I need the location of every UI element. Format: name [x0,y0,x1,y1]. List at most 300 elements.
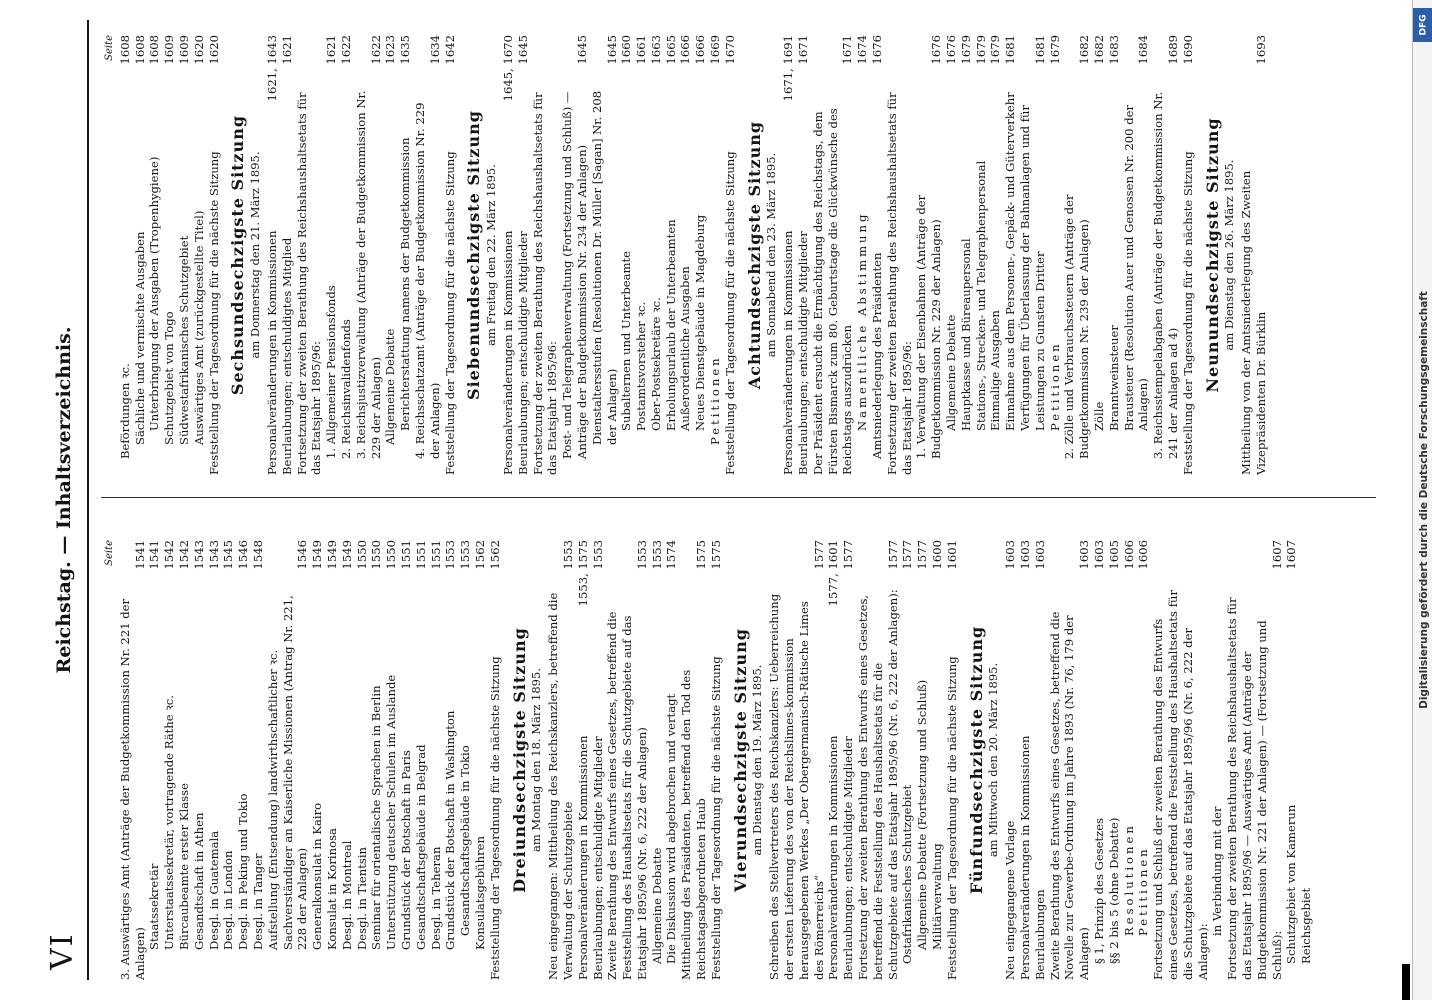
entry-text: Feststellung der Tagesordnung für die nächste Sitzung [442,151,457,475]
toc-entry [384,540,399,980]
entry-text: 3. Reichsstempelabgaben (Anträge der Budgetkommission Nr. 241 der Anlagen ad 4) [1151,91,1180,459]
toc-entry [488,540,503,980]
page-ref: 1689 [1165,35,1180,65]
page-ref: 1574 [664,540,679,570]
toc-entry [1003,35,1018,475]
toc-entry [576,540,591,980]
page-ref: 1577 [811,540,826,570]
toc-entry [414,540,429,980]
page-ref: 1553 [443,540,458,570]
session-date: am Dienstag den 26. März 1895. [1222,159,1237,351]
toc-entry [974,35,989,475]
entry-text: Neu eingegangene Vorlage [1003,820,1018,980]
entry-list [546,540,724,980]
page-ref: 1550 [384,540,399,570]
right-column [103,35,1269,475]
toc-entry [1151,540,1210,980]
toc-entry [930,540,945,980]
toc-entry [501,35,516,475]
toc-entry [1092,540,1107,980]
page-ref: 1681 [1032,35,1047,65]
toc-entry [251,540,266,980]
page-ref: 1670 [722,35,737,65]
toc-entry [398,35,413,475]
toc-entry [650,540,665,980]
entry-text: Stations-, Strecken- und Telegraphenpersonal [973,160,988,431]
toc-entry [811,35,855,475]
toc-entry [207,35,222,475]
page-ref: 1634 [427,35,442,65]
page-ref: 1603 [1032,540,1047,570]
entry-text: Allgemeine Debatte (Fortsetzung und Schluß) [915,679,930,950]
page-ref: 1605 [1106,540,1121,570]
page-ref: 1603 [1003,540,1018,570]
entry-list [1003,540,1314,980]
toc-entry [856,540,900,980]
toc-entry [413,35,443,475]
entry-text: Zweite Berathung des Entwurfs eines Gesetzes, betreffend die Novelle zur Gewerbe-Ordnung im Jahre 1893 (Nr. 76, 179 der Anlagen) [1047,611,1092,980]
toc-entry [708,35,723,475]
toc-entry [133,35,148,475]
session-title: Neunundsechzigste Sitzung [1202,117,1222,393]
toc-entry [443,35,458,475]
session-date: am Montag den 18. März 1895. [529,668,544,852]
entry-text: Personalveränderungen in Kommissionen [500,230,515,475]
entry-text: Unterstaatssekretär, vortragende Räthe ꝛc. [162,695,177,950]
entry-text: Feststellung der Tagesordnung für die nächste Sitzung [206,151,221,475]
session-heading [228,35,263,475]
page-ref: 1608 [147,35,162,65]
page-ref: 1666 [693,35,708,65]
entry-text: § 1, Prinzip des Gesetzes [1092,817,1106,964]
toc-entry [1003,540,1018,980]
toc-entry [516,35,531,475]
toc-entry [1239,35,1269,475]
entry-text: Mittheilung von der Amtsniederlegung des Zweiten Vizepräsidenten Dr. Bürklin [1239,170,1268,475]
entry-text: Gesandtschaftsgebäude in Belgrad [413,744,428,950]
toc-entry [693,35,708,475]
toc-entry [546,540,576,980]
page-ref: 1548 [250,540,265,570]
entry-text: Fortsetzung der zweiten Berathung des Reichshaushaltsetats für das Etatsjahr 1895/96 — Auswärtiges Amt (Anträge der Budgetkommission Nr. 221 der Anlagen) — (Fortsetzung und Schluß): [1225,597,1284,980]
page-ref: 1609 [162,35,177,65]
page-ref: 1575 [708,540,723,570]
page-ref: 1645 [515,35,530,65]
page-ref: 1542 [176,540,191,570]
page-ref: 1645 [604,35,619,65]
page-ref: 1603 [1077,540,1092,570]
entry-text: Unterstützung deutscher Schulen im Auslande [384,674,399,950]
entry-text: Der Präsident ersucht die Ermächtigung des Reichstags, dem Fürsten Bismarck zum 80. Geburtstage die Glückwünsche des Reichstags auszudrücken [810,108,855,475]
entry-text: Schreiben des Stellvertreters des Reichskanzlers: Ueberreichung der ersten Lieferung des von der Reichslimes-kommission herausgegebenen Werkes „Der Obergermanisch-Rätische Limes des Römerreichs“ [767,593,826,980]
page-ref: 1671, 1691 [781,35,796,102]
page-ref: 1549 [324,540,339,570]
toc-entry [310,540,325,980]
entry-list [767,540,959,980]
page-ref: 1671 [840,35,855,65]
toc-entry [1062,35,1092,475]
entry-text: Desgl. in Montreal [339,840,354,950]
page-ref: 1665 [663,35,678,65]
page-ref: 1682 [1092,35,1106,65]
entry-text: Feststellung der Tagesordnung für die nächste Sitzung [708,656,723,980]
toc-entry [1122,35,1152,475]
page-ref: 1681 [1003,35,1018,65]
entry-text: Südwestafrikanisches Schutzgebiet [176,235,191,445]
toc-entry [988,35,1003,475]
dfg-logo-text: DFG [1418,14,1429,36]
entry-text: Fortsetzung der zweiten Berathung des Reichshaushaltsetats für das Etatsjahr 1895/96: [884,92,914,475]
entry-text: Fortsetzung und Schluß der zweiten Berathung des Entwurfs eines Gesetzes, betreffend die Feststellung des Haushaltsetats für die Schutzgebiete auf das Etatsjahr 1895/96 (Nr. 6, 222 der Anlagen): [1151,590,1210,980]
session-heading [744,35,780,475]
entry-text: Personalveränderungen in Kommissionen [1018,735,1033,980]
toc-entry [162,540,177,980]
toc-entry [679,540,709,980]
toc-entry [1048,35,1063,475]
toc-entry [605,540,649,980]
entry-text: Desgl. in Peking und Tokio [236,793,251,950]
entry-text: Ober-Postsekretäre ꝛc. [648,297,663,431]
page-ref: 1601 [944,540,959,570]
entry-text: Beurlaubungen; entschuldigtes Mitglied [279,237,294,475]
toc-entry [147,35,162,475]
entry-text: Konsulat in Korinosa [324,828,339,950]
page-ref: 1606 [1121,540,1136,570]
running-header [41,20,89,980]
session-date: am Mittwoch den 20. März 1895. [986,662,1001,858]
entry-text: Beurlaubungen; entschuldigte Mitglieder [515,231,530,475]
toc-entry [841,540,856,980]
entry-text: Beurlaubungen [1032,889,1047,980]
scan-edge-mark [1402,964,1410,1000]
page-ref: 1621, 1643 [264,35,279,102]
entry-text: 4. Reichsschatzamt (Anträge der Budgetkommission Nr. 229 der Anlagen) [412,102,442,459]
entry-text: Personalveränderungen in Kommissionen [264,230,279,475]
entry-list [1239,35,1269,475]
entry-text: Befördungen ꝛc. [117,363,132,459]
toc-entry [207,540,222,980]
entry-text: Personalveränderungen in Kommissionen [575,735,590,980]
page-ref: 1608 [117,35,132,65]
page-ref: 1635 [398,35,413,65]
seite-label: Seite [104,540,115,566]
toc-entry [221,540,236,980]
toc-entry [339,35,354,475]
page-ref: 1607 [1269,540,1284,570]
toc-entry [1018,35,1048,475]
entry-text: in Verbindung mit der [1210,806,1225,936]
page-ref: 1551 [413,540,428,570]
page-ref: 1546 [295,540,310,570]
page-ref: 1676 [929,35,944,65]
entry-list [118,35,222,475]
page-ref: 1683 [1106,35,1121,65]
entry-text: Feststellung der Tagesordnung für die nächste Sitzung [722,151,737,475]
toc-entry [429,540,444,980]
toc-entry [723,35,738,475]
toc-entry [355,540,370,980]
entry-text: Feststellung der Tagesordnung für die nächste Sitzung [1180,151,1195,475]
entry-text: Grundstück der Botschaft in Paris [398,750,413,950]
page-ref: 1562 [487,540,502,570]
entry-text: Petitionen [1047,341,1062,431]
toc-entry [944,35,959,475]
toc-entry [781,35,796,475]
page-ref: 1553, 1575 [575,540,590,607]
page-ref: 1679 [1047,35,1062,65]
session-date: am Sonnabend den 23. März 1895. [764,152,779,358]
entry-text: 1. Allgemeiner Pensionsfonds [324,285,339,459]
page-ref: 1577 [885,540,900,570]
toc-entry [664,35,679,475]
entry-text: Berichterstattung namens der Budgetkommission [398,137,413,431]
entry-text: Konsulatsgebühren [472,836,487,950]
toc-entry [915,540,930,980]
toc-entry [591,540,606,980]
entry-list [501,35,738,475]
toc-entry [325,540,340,980]
entry-text: Hauptkasse und Büreaupersonal [958,238,973,431]
toc-entry [118,35,133,475]
page-ref: 1553 [590,540,605,570]
entry-list [118,540,503,980]
toc-entry [826,540,841,980]
toc-entry [369,540,384,980]
entry-text: Namentliche Abstimmung [855,211,870,431]
toc-entry [885,35,915,475]
entry-text: Staatssekretär [147,863,162,950]
page-ref: 1577 [841,540,856,570]
running-title: Reichstag. — Inhaltsverzeichnis. [53,326,75,674]
page-ref: 1551 [398,540,413,570]
page-ref: 1669 [708,35,723,65]
toc-entry [1092,35,1107,475]
page-ref: 1543 [206,540,221,570]
entry-text: Petitionen [708,355,723,445]
page-ref: 1674 [855,35,870,65]
page-ref: 1550 [354,540,369,570]
session-date: am Dienstag den 19. März 1895. [750,664,765,856]
entry-text: Bürcaubeamte erster Klasse [176,783,191,950]
entry-text: Ostafrikanisches Schutzgebiet [900,784,915,964]
entry-text: Neues Dienstgebäude in Magdeburg [693,214,708,431]
page-ref: 1577 [900,540,915,570]
entry-text: Neu eingegangen: Mittheilung des Reichskanzlers, betreffend die Verwaltung der Schutzgebiete [546,592,575,980]
index-page [41,20,1391,980]
seite-label: Seite [104,35,115,61]
page-ref: 1679 [973,35,988,65]
toc-entry [634,35,649,475]
entry-text: Allgemeine Debatte [944,314,959,431]
entry-text: Brausteuer (Resolution Auer und Genossen Nr. 200 der Anlagen) [1121,104,1151,431]
entry-text: Seminar für orientalische Sprachen in Berlin [369,685,384,950]
toc-entry [1299,540,1314,980]
toc-entry [1225,540,1284,980]
toc-entry [796,35,811,475]
toc-entry [1136,540,1151,980]
page-ref: 1645 [574,35,589,65]
entry-text: Desgl. in Tientsin [354,846,369,950]
toc-entry [162,35,177,475]
page-ref: 1666 [678,35,693,65]
page-ref: 1553 [634,540,649,570]
session-title: Siebenundsechzigste Sitzung [464,110,484,400]
toc-entry [531,35,561,475]
page-ref: 1541 [147,540,162,570]
toc-entry [870,35,885,475]
page-ref: 1693 [1253,35,1268,65]
toc-entry [1181,35,1196,475]
toc-entry [443,540,458,980]
entry-text: Post- und Telegraphenverwaltung (Fortsetzung und Schluß) — Anträge der Budgetkommission Nr. 234 der Anlagen) [560,91,589,459]
page-ref: 1645, 1670 [500,35,515,102]
toc-entry [1018,540,1033,980]
page-ref: 1620 [206,35,221,65]
entry-text: Die Diskussion wird abgebrochen und vertagt [664,693,679,964]
session-title: Achtundsechzigste Sitzung [744,120,764,390]
entry-text: Beurlaubungen; entschuldigte Mitglieder [796,231,811,475]
toc-entry [354,35,384,475]
entry-text: Reichsgebiet [1299,887,1314,964]
digitization-note: Digitalisierung gefördert durch die Deutsche Forschungsgemeinschaft [1418,291,1430,709]
page-ref: 1546 [236,540,251,570]
page-ref: 1607 [1284,540,1299,570]
toc-entry [265,35,280,475]
entry-text: Petitionen [1136,846,1151,936]
entry-text: Auswärtiges Amt (zurückgestellte Titel) [191,210,206,445]
page-ref: 1676 [870,35,885,65]
entry-text: Desgl. in Teheran [428,846,443,950]
entry-text: 3. Auswärtiges Amt (Anträge der Budgetkommission Nr. 221 der Anlagen) [117,598,147,980]
page-ref: 1679 [958,35,973,65]
page-ref: 1690 [1180,35,1195,65]
entry-text: Personalveränderungen in Kommissionen [826,735,841,980]
digitization-sidebar [1412,0,1432,1000]
entry-text: Dienstaltersstufen (Resolutionen Dr. Müller [Sagan] Nr. 208 der Anlagen) [589,90,619,445]
toc-entry [192,35,207,475]
page-ref: 1642 [442,35,457,65]
toc-entry [340,540,355,980]
session-date: am Freitag den 22. März 1895. [484,164,499,346]
page-ref: 1671 [796,35,811,65]
toc-entry [1033,540,1048,980]
entry-text: Beurlaubungen; entschuldigte Mitglieder [841,736,856,980]
toc-entry [147,540,162,980]
entry-text: Militärverwaltung [930,843,945,950]
toc-entry [177,540,192,980]
toc-entry [914,35,944,475]
session-heading [464,35,499,475]
entry-list [265,35,457,475]
session-title: Sechsundsechzigste Sitzung [228,114,248,396]
session-heading [1202,35,1238,475]
toc-entry [767,540,826,980]
toc-entry [664,540,679,980]
page-ref: 1575 [694,540,709,570]
toc-entry [619,35,634,475]
toc-entry [177,35,192,475]
page-ref: 1622 [338,35,353,65]
entry-text: 2. Zölle und Verbrauchssteuern (Anträge der Budgetkommission Nr. 239 der Anlagen) [1062,194,1092,459]
entry-text: Zweite Berathung des Entwurfs eines Gesetzes, betreffend die Feststellung des Haushaltsetats für die Schutzgebiete auf das Etatsjahr 1895/96 (Nr. 6, 222 der Anlagen) [605,611,649,980]
dfg-logo [1413,8,1432,42]
toc-entry [678,35,693,475]
page-ref: 1553 [458,540,473,570]
toc-entry [324,35,339,475]
toc-entry [280,35,295,475]
session-title: Fünfundsechzigste Sitzung [966,625,986,895]
page-ref: 1623 [383,35,398,65]
toc-entry [236,540,251,980]
entry-text: Einnahme aus dem Personen-, Gepäck- und Güterverkehr [1003,92,1018,431]
page-ref: 1577 [915,540,930,570]
entry-text: Fortsetzung der zweiten Berathung des Reichshaushaltsetats für das Etatsjahr 1895/96: [530,92,560,475]
entry-text: Zölle [1092,401,1106,431]
page-ref: 1684 [1136,35,1151,65]
toc-entry [1122,540,1137,980]
session-title: Vierundsechzigste Sitzung [730,628,750,892]
entry-text: Amtsniederlegung des Präsidenten [870,252,885,459]
toc-entry [900,540,915,980]
toc-entry [192,540,207,980]
entry-text: Erholungsurlaub der Unterbeamten [663,219,678,431]
entry-text: Subalternen und Unterbeamte [619,250,634,431]
toc-entry [590,35,620,475]
session-title: Dreiundsechzigste Sitzung [509,627,529,893]
session-heading [730,540,766,980]
entry-text: Desgl. in London [221,850,236,950]
entry-text: Beurlaubungen; entschuldigte Mitglieder [590,736,605,980]
page-ref: 1541 [132,540,147,570]
toc-entry [1048,540,1092,980]
toc-entry [295,35,325,475]
toc-entry [1151,35,1181,475]
page-ref: 1682 [1077,35,1092,65]
page-ref: 1545 [221,540,236,570]
toc-entry [855,35,870,475]
page-ref: 1621 [279,35,294,65]
page-ref: 1661 [634,35,649,65]
entry-list [781,35,1195,475]
entry-text: Allgemeine Debatte [649,847,664,964]
toc-entry [118,540,148,980]
toc-entry [1284,540,1299,980]
entry-text: Branntweinsteuer [1106,325,1121,431]
toc-entry [473,540,488,980]
page-ref: 1609 [176,35,191,65]
column-divider [101,497,1376,498]
toc-entry [649,35,664,475]
entry-text: 1. Verwaltung der Eisenbahnen (Anträge der Budgetkommission Nr. 229 der Anlagen) [914,194,944,459]
entry-text: Außerordentliche Ausgaben [678,266,693,431]
toc-entry [1107,35,1122,475]
session-date: am Donnerstag den 21. März 1895. [248,151,263,359]
session-heading [509,540,545,980]
entry-text: Fortsetzung der zweiten Berathung des Entwurfs eines Gesetzes, betreffend die Feststellung des Haushaltsetats für die Schutzgebiete auf das Etatsjahr 1895/96 (Nr. 6, 222 der Anlagen): [856,589,900,980]
page-ref: 1549 [310,540,325,570]
page-ref: 1577, 1601 [826,540,841,607]
page-ref: 1542 [162,540,177,570]
entry-text: Fortsetzung der zweiten Berathung des Reichshaushaltsetats für das Etatsjahr 1895/96: [294,92,324,475]
page-ref: 1676 [944,35,959,65]
session-heading [966,540,1002,980]
toc-entry [458,540,473,980]
entry-text: Feststellung der Tagesordnung für die nächste Sitzung [487,656,502,980]
page-ref: 1620 [191,35,206,65]
entry-text: Generalkonsulat in Kairo [310,802,325,950]
page-ref: 1600 [930,540,945,570]
page-ref: 1663 [648,35,663,65]
